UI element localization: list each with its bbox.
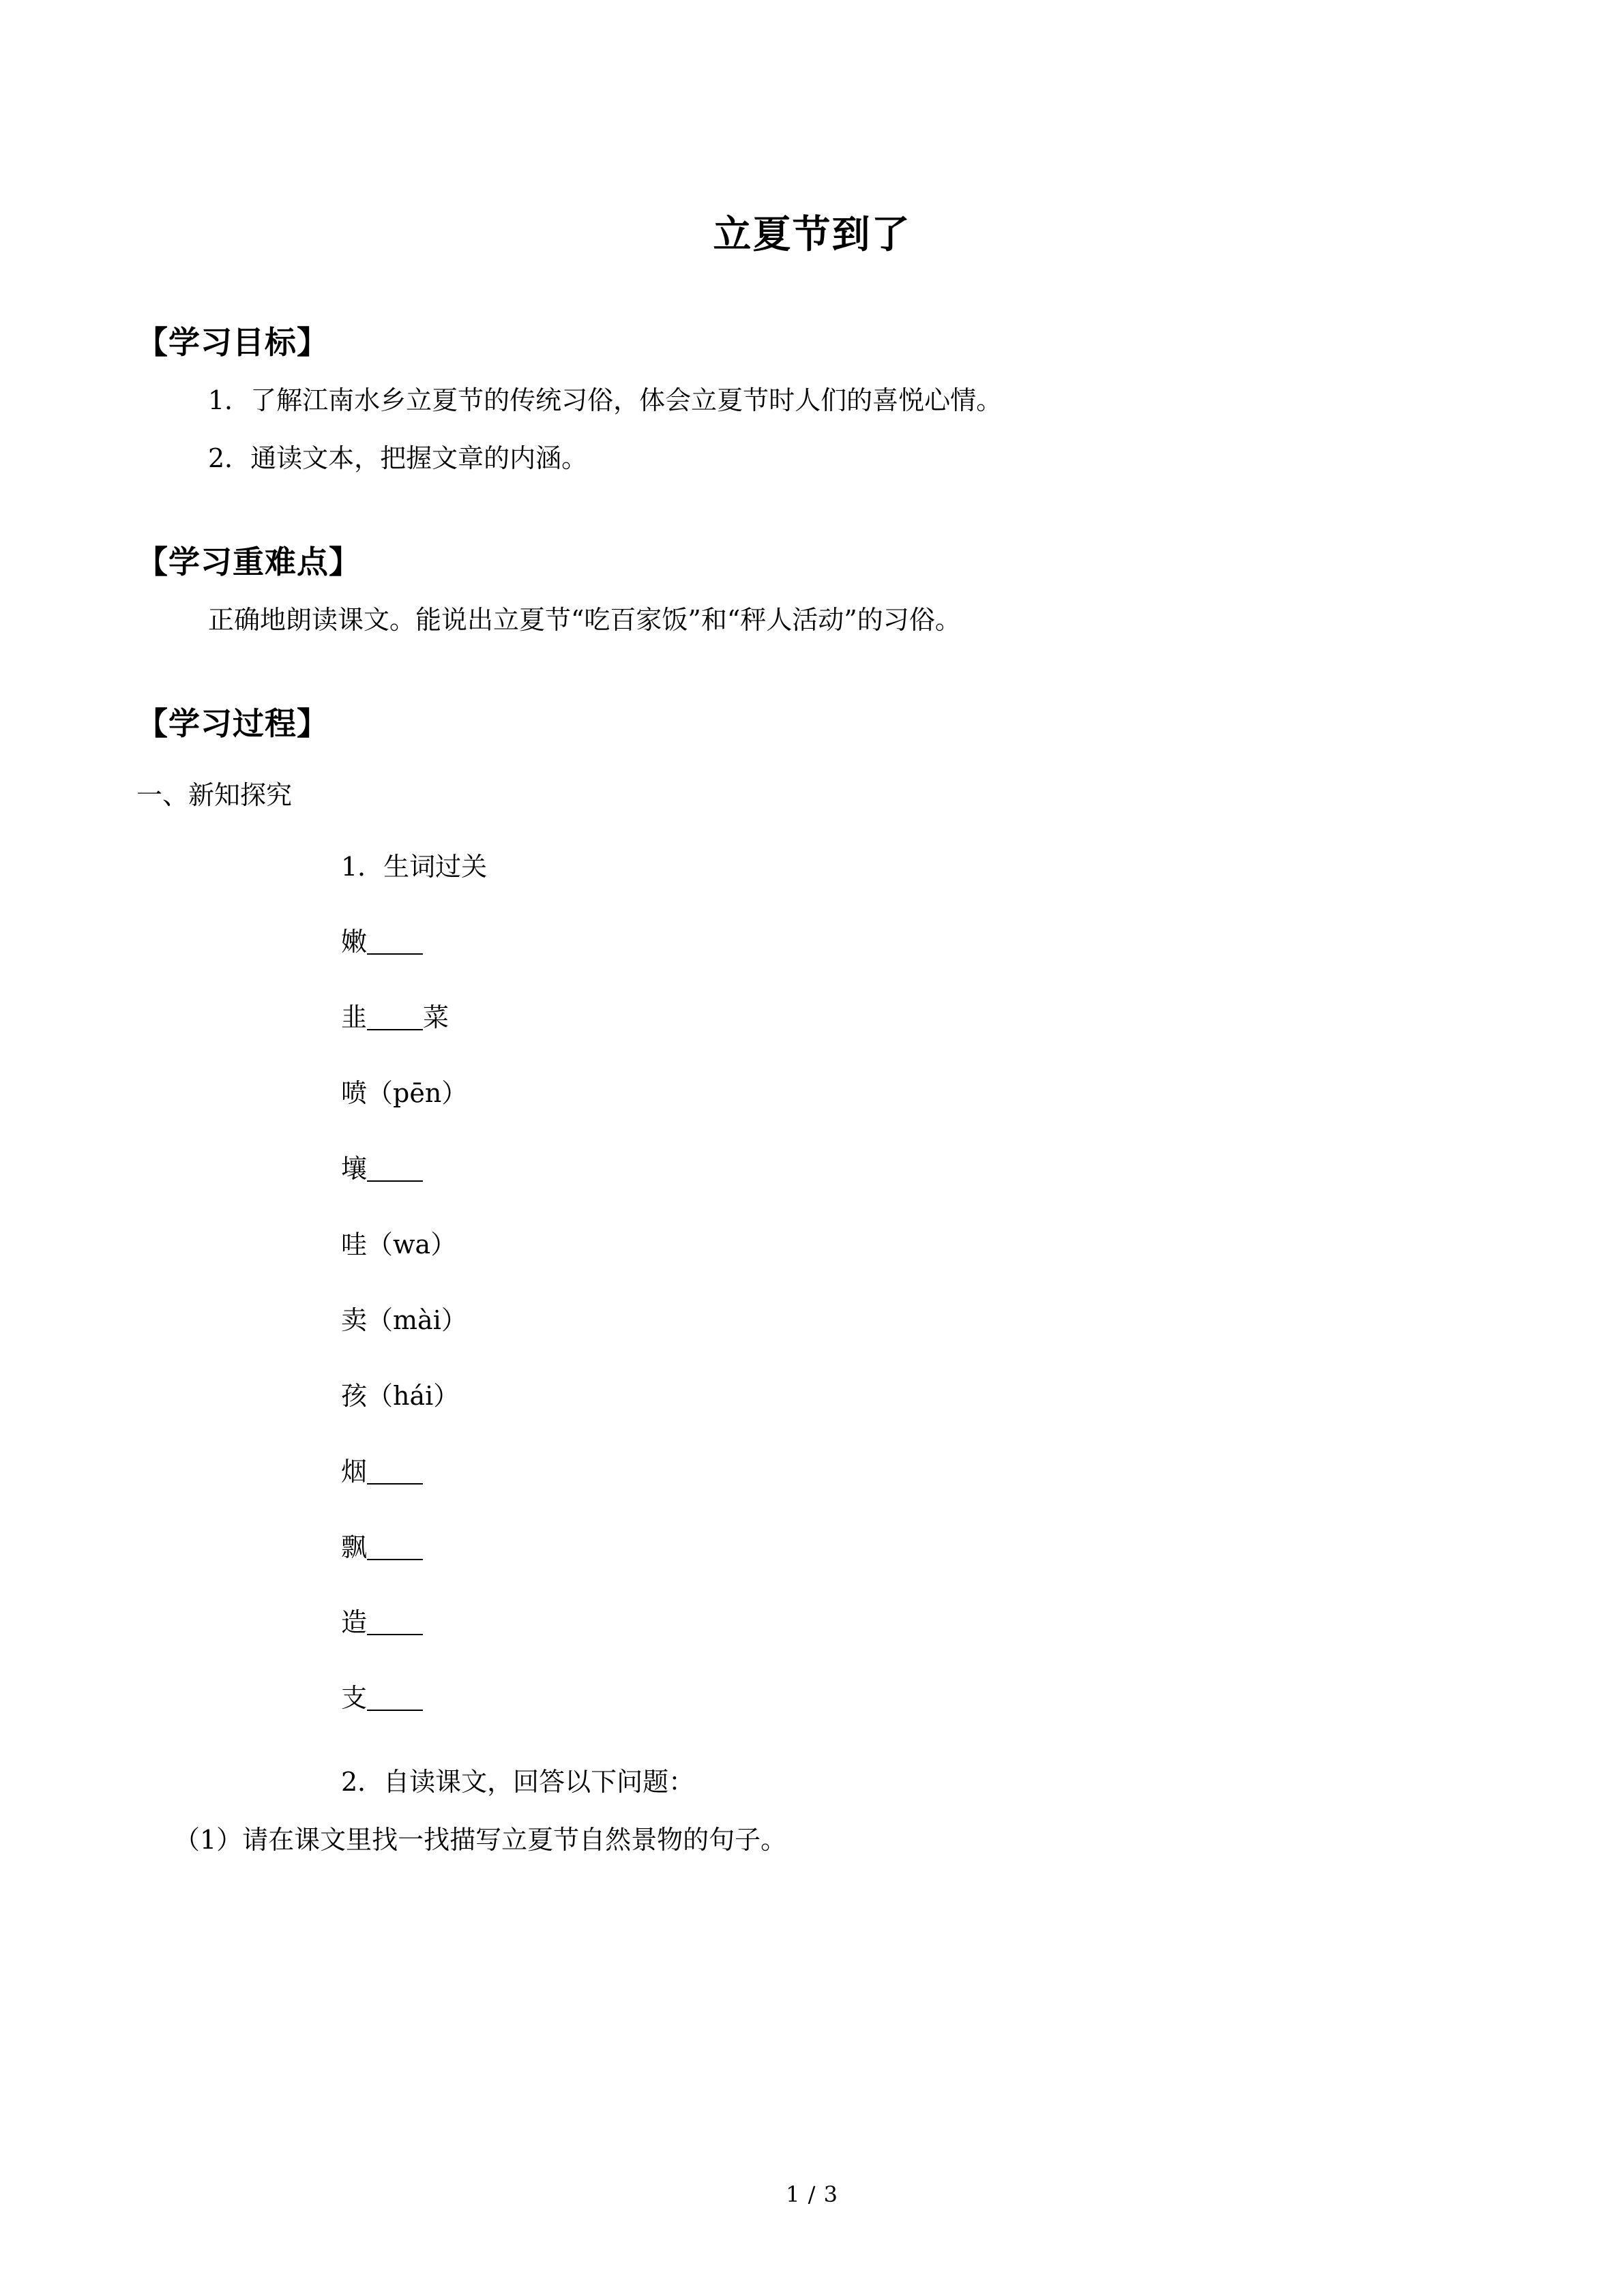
vocab-pinyin: （wa）	[367, 1229, 457, 1260]
vocab-item	[136, 922, 1488, 962]
vocab-blank	[367, 927, 423, 955]
vocab-item	[136, 1527, 1488, 1568]
page-footer: 1 / 3	[786, 2181, 838, 2207]
vocab-item	[136, 1073, 1488, 1114]
vocab-char: 烟	[341, 1456, 368, 1487]
vocab-item	[136, 1452, 1488, 1492]
task-one-label: 1．生词过关	[341, 851, 488, 882]
vocab-char: 哇	[341, 1229, 368, 1260]
vocab-item	[136, 1225, 1488, 1265]
vocab-char: 支	[341, 1683, 368, 1714]
section-heading-process: 【学习过程】	[136, 704, 329, 742]
vocab-item	[136, 998, 1488, 1038]
vocab-blank	[367, 1684, 423, 1711]
vocab-item	[136, 1300, 1488, 1341]
vocab-char: 壤	[341, 1154, 368, 1184]
objective-item-1: 1．了解江南水乡立夏节的传统习俗，体会立夏节时人们的喜悦心情。	[208, 385, 1003, 415]
vocab-char: 喷	[341, 1078, 368, 1109]
vocab-char: 卖	[341, 1304, 368, 1335]
vocab-item	[136, 1602, 1488, 1643]
vocab-item	[136, 1376, 1488, 1416]
vocab-char: 韭	[341, 1002, 368, 1033]
vocab-item	[136, 1678, 1488, 1718]
vocab-char: 孩	[341, 1380, 368, 1411]
vocab-suffix: 菜	[423, 1002, 449, 1033]
vocab-char: 造	[341, 1607, 368, 1638]
objective-item-2: 2．通读文本，把握文章的内涵。	[208, 443, 588, 473]
vocab-pinyin: （mài）	[367, 1304, 467, 1335]
vocab-item	[136, 1149, 1488, 1189]
vocab-char: 嫩	[341, 927, 368, 957]
process-part-one-label: 一、新知探究	[136, 779, 293, 810]
vocab-char: 飘	[341, 1532, 368, 1562]
vocab-blank	[367, 1457, 423, 1485]
section-heading-key-points: 【学习重难点】	[136, 543, 361, 580]
task-two-label: 2．自读课文，回答以下问题：	[341, 1767, 695, 1798]
vocab-blank	[367, 1154, 423, 1182]
page-title: 立夏节到了	[713, 212, 911, 257]
section-heading-objectives: 【学习目标】	[136, 324, 329, 361]
vocab-blank	[367, 1533, 423, 1560]
vocab-blank	[367, 1608, 423, 1635]
key-point-item-1: 正确地朗读课文。能说出立夏节“吃百家饭”和“秤人活动”的习俗。	[208, 604, 961, 635]
vocab-pinyin: （hái）	[367, 1380, 460, 1411]
vocab-blank	[367, 1003, 423, 1030]
question-one: （1）请在课文里找一找描写立夏节自然景物的句子。	[174, 1825, 787, 1855]
vocab-pinyin: （pēn）	[367, 1078, 468, 1109]
